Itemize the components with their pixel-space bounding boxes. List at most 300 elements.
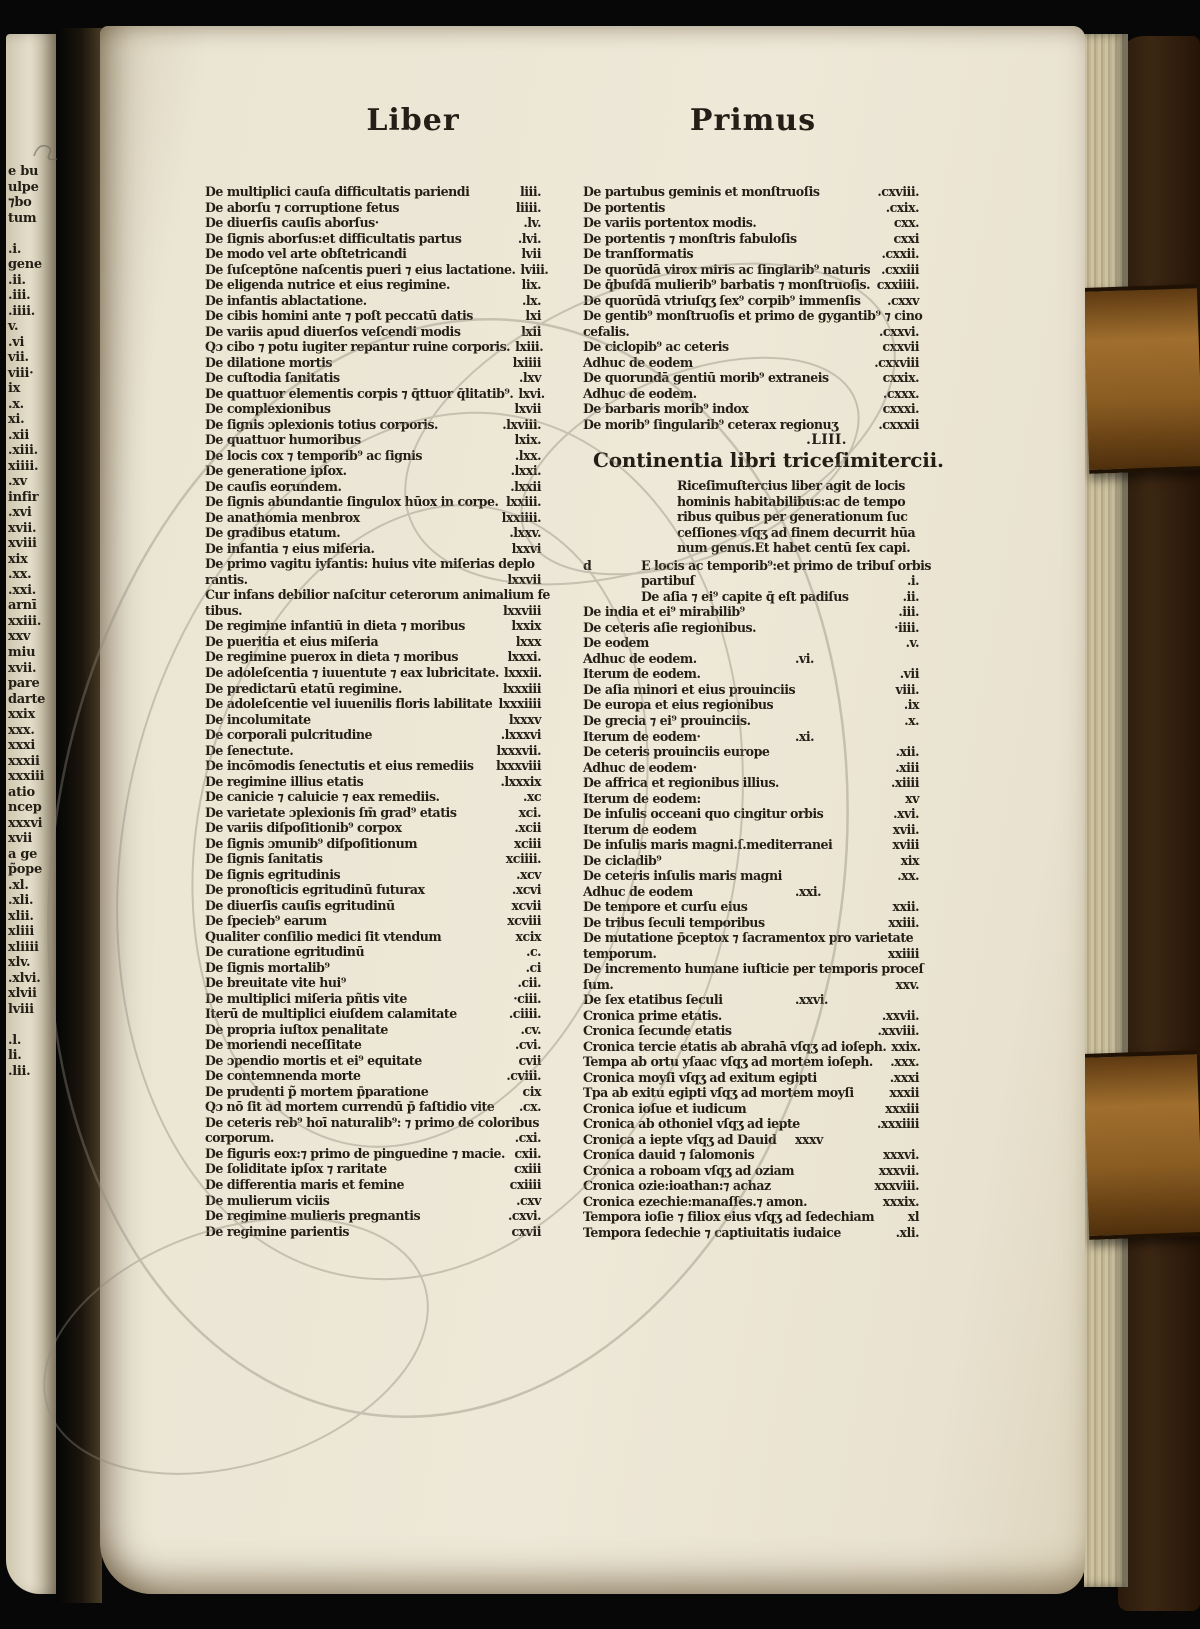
- chapter-numeral: .ciiii.: [508, 1006, 541, 1022]
- toc-right-top: [583, 184, 923, 432]
- chapter-title: De corporali pulcritudine: [205, 727, 373, 743]
- toc-line: [583, 339, 919, 355]
- chapter-title: xxix: [8, 707, 35, 723]
- chapter-numeral: .cvi.: [514, 1037, 541, 1053]
- toc-line: [205, 1037, 541, 1053]
- chapter-title: .xl.: [8, 877, 29, 893]
- toc-line: [583, 822, 919, 838]
- toc-line: [205, 1022, 541, 1038]
- chapter-title: Cronica tercie etatis ab abrahā vſqʒ ad ioſeph.: [583, 1038, 887, 1054]
- toc-line: [583, 992, 919, 1008]
- chapter-numeral: .cxv: [516, 1192, 541, 1208]
- chapter-title: ncep: [8, 800, 42, 816]
- chapter-title: De ſex etatibus ſeculi: [583, 992, 723, 1008]
- toc-line: [205, 618, 541, 634]
- toc-line: [8, 364, 54, 380]
- running-title-primus: Primus: [689, 103, 817, 138]
- chapter-numeral: lxxx: [515, 633, 541, 649]
- chapter-title: De ciclopib⁹ ac ceteris: [583, 339, 729, 355]
- chapter-title: De portentis ⁊ monſtris fabuloſis: [583, 230, 797, 246]
- toc-line: [205, 231, 541, 247]
- chapter-title: De regimine puerox in dieta ⁊ moribus: [205, 649, 458, 665]
- toc-line: [583, 1054, 919, 1070]
- chapter-title: rantis.: [205, 571, 248, 587]
- chapter-title: De infantis ablactatione.: [205, 292, 367, 308]
- chapter-title: xix: [8, 551, 28, 567]
- chapter-numeral: .cx.: [519, 1099, 541, 1115]
- toc-line: [677, 494, 919, 510]
- toc-line: [583, 370, 919, 386]
- chapter-title: De inſulis maris magni.ſ.mediterranei: [583, 837, 833, 853]
- chapter-numeral: cxxi: [893, 230, 919, 246]
- toc-line: [677, 478, 919, 494]
- chapter-title: .l.: [8, 1032, 22, 1048]
- chapter-numeral: .cxvi.: [507, 1208, 541, 1224]
- chapter-numeral: .x.: [904, 712, 919, 728]
- chapter-numeral: .xii.: [895, 744, 919, 760]
- chapter-title: tum: [8, 210, 37, 226]
- toc-line: [8, 627, 54, 643]
- toc-line: [8, 255, 54, 271]
- toc-line: [205, 184, 541, 200]
- chapter-title: xxv: [8, 629, 31, 645]
- chapter-title: De ſenectute.: [205, 742, 294, 758]
- chapter-numeral: viii.: [895, 681, 919, 697]
- chapter-title: De eodem: [583, 635, 649, 651]
- toc-line: [583, 589, 919, 605]
- toc-line: [205, 401, 541, 417]
- leather-strap-upper: [1083, 284, 1200, 474]
- toc-line: [205, 665, 541, 681]
- chapter-title: Cronica ab othoniel vſqʒ ad iepte: [583, 1116, 800, 1132]
- chapter-numeral: xxxvii.: [878, 1162, 919, 1178]
- toc-line: [8, 534, 54, 550]
- toc-line: [8, 876, 54, 892]
- chapter-numeral: .xxxi: [889, 1069, 919, 1085]
- chapter-title: gene: [8, 257, 42, 273]
- facing-page-sliver: [6, 34, 58, 1594]
- toc-line: [8, 565, 54, 581]
- chapter-title: v.: [8, 319, 19, 335]
- chapter-numeral: .cxxvi.: [878, 323, 919, 339]
- toc-line: [8, 736, 54, 752]
- toc-line: [8, 721, 54, 737]
- toc-line: [583, 961, 924, 977]
- toc-line: [8, 193, 54, 209]
- toc-line: [205, 743, 541, 759]
- chapter-numeral: lxix.: [514, 432, 541, 448]
- toc-line: [8, 441, 54, 457]
- chapter-title: De aſia minori et eius prouinciis: [583, 681, 796, 697]
- chapter-title: Adhuc de eodem: [583, 354, 693, 370]
- chapter-title: De partubus geminis et monſtruoſis: [583, 184, 820, 199]
- toc-line: [8, 907, 54, 923]
- chapter-title: De ſpecieb⁹ earum: [205, 913, 327, 929]
- toc-line: [8, 674, 54, 690]
- chapter-title: De incōmodis ſenectutis et eius remediis: [205, 758, 474, 774]
- toc-line: [205, 448, 541, 464]
- toc-line: [583, 1163, 919, 1179]
- toc-line: [205, 975, 541, 991]
- toc-line: [583, 1209, 919, 1225]
- toc-line: [583, 729, 919, 745]
- toc-line: [8, 643, 54, 659]
- chapter-numeral: .xiiii: [890, 775, 919, 791]
- chapter-title: De variis apud diuerſos veſcendi modis: [205, 323, 461, 339]
- chapter-numeral: lxxviii: [503, 602, 541, 618]
- chapter-numeral: xcvii: [511, 897, 541, 913]
- toc-line: [205, 385, 545, 402]
- toc-line: [583, 837, 919, 853]
- chapter-title: De grecia ⁊ ei⁹ prouinciis.: [583, 712, 751, 728]
- chapter-numeral: xviii: [892, 837, 919, 853]
- chapter-title: hominis habitabilibus:ac de tempo: [677, 493, 906, 509]
- chapter-numeral: xv: [905, 790, 919, 806]
- toc-line: [205, 261, 549, 278]
- chapter-title: De generatione ipſox.: [205, 463, 347, 479]
- chapter-title: De barbaris morib⁹ indox: [583, 401, 749, 417]
- toc-line: [205, 572, 541, 588]
- chapter-numeral: xxiiii: [887, 945, 919, 961]
- chapter-title: De pueritia et eius miſeria: [205, 633, 379, 649]
- chapter-title: De varietate ɔplexionis ſm̄ grad⁹ etatis: [205, 804, 457, 820]
- toc-line: [8, 767, 54, 783]
- chapter-numeral: .cv.: [520, 1021, 541, 1037]
- chapter-title: xxxvi: [8, 815, 43, 831]
- chapter-title: xxxiii: [8, 769, 45, 785]
- toc-right-main: [583, 557, 932, 1241]
- chapter-numeral: .cxxx.: [883, 385, 919, 401]
- chapter-title: infir: [8, 489, 39, 505]
- toc-line: [205, 277, 541, 293]
- chapter-numeral: .xi.: [795, 728, 815, 744]
- toc-line: [205, 432, 541, 448]
- chapter-numeral: lxxxii.: [503, 664, 542, 680]
- toc-line: [583, 355, 919, 371]
- chapter-numeral: .lxv: [519, 370, 541, 386]
- chapter-title: Tempa ab ortu yſaac vſqʒ ad mortem ioſeph.: [583, 1054, 873, 1070]
- chapter-title: .xx.: [8, 567, 32, 583]
- chapter-title: De predictarū etatū regimine.: [205, 680, 402, 696]
- toc-line: [8, 690, 54, 706]
- toc-line: [205, 293, 541, 309]
- toc-line: [583, 1225, 919, 1241]
- chapter-numeral: lxxxiiii: [498, 696, 541, 712]
- chapter-numeral: .ix: [903, 697, 919, 713]
- chapter-numeral: .lx.: [521, 292, 541, 308]
- pencil-mark: [28, 138, 64, 164]
- chapter-numeral: xcix: [515, 928, 541, 944]
- chapter-title: xxx.: [8, 722, 35, 738]
- chapter-title: Cronica ioſue et iudicum: [583, 1100, 747, 1116]
- chapter-numeral: cxxvii: [882, 339, 919, 355]
- chapter-title: Riceſimuſtercius liber agit de locis: [677, 478, 905, 494]
- toc-line: [583, 417, 919, 433]
- chapter-numeral: .xxx.: [890, 1054, 919, 1070]
- chapter-title: arnī: [8, 598, 37, 614]
- chapter-title: corporum.: [205, 1130, 274, 1146]
- chapter-title: partibuſ: [641, 573, 695, 589]
- chapter-title: De aborſu ⁊ corruptione fetus: [205, 199, 399, 215]
- leather-strap-lower: [1083, 1050, 1200, 1240]
- chapter-title: darte: [8, 691, 46, 707]
- toc-line: [8, 814, 54, 830]
- chapter-title: ulpe: [8, 179, 39, 195]
- toc-line: [205, 929, 541, 945]
- toc-line: [205, 417, 541, 433]
- chapter-title: atio: [8, 784, 35, 800]
- chapter-numeral: xxii.: [892, 899, 919, 915]
- toc-line: [583, 200, 919, 216]
- chapter-title: Tpa ab exitu egipti vſqʒ ad mortem moyſi: [583, 1085, 854, 1101]
- toc-line: [8, 410, 54, 426]
- chapter-title: ceſſiones vſqʒ ad finem decurrit hūa: [677, 524, 916, 540]
- chapter-numeral: lxii: [521, 323, 541, 339]
- toc-line: [677, 525, 919, 541]
- toc-line: [205, 882, 541, 898]
- chapter-numeral: lxxxvii.: [496, 742, 541, 758]
- toc-line: [8, 271, 54, 287]
- chapter-title: De complexionibus: [205, 401, 331, 417]
- section-heading: Continentia libri triceſimitercii.: [593, 448, 944, 473]
- section-paragraph: [677, 478, 919, 556]
- chapter-numeral: .xc: [522, 789, 541, 805]
- chapter-title: De aſia ⁊ ei⁹ capite q̄ eſt padiſus: [641, 588, 849, 604]
- chapter-numeral: .cxix.: [885, 199, 919, 215]
- toc-line: [205, 1084, 541, 1100]
- toc-line: [205, 308, 541, 324]
- toc-line: [205, 1099, 541, 1115]
- chapter-title: .xv: [8, 474, 27, 490]
- chapter-title: xxxii: [8, 753, 40, 769]
- chapter-title: xvii.: [8, 520, 37, 536]
- toc-line: [583, 215, 919, 231]
- chapter-title: De inſulis occeani quo cingitur orbis: [583, 806, 824, 822]
- chapter-title: Iterum de eodem:: [583, 790, 701, 806]
- chapter-title: De mulierum viciis: [205, 1192, 330, 1208]
- chapter-title: Adhuc de eodem.: [583, 385, 697, 401]
- chapter-title: vii.: [8, 350, 29, 366]
- chapter-title: De ceteris aſie regionibus.: [583, 619, 756, 635]
- chapter-title: De regimine parientis: [205, 1223, 349, 1239]
- chapter-title: Cronica moyſi vſqʒ ad exitum egipti: [583, 1069, 817, 1085]
- facing-page-fragments: [8, 162, 54, 1077]
- toc-line: [205, 246, 541, 262]
- chapter-title: De figuris eox:⁊ primo de pinguedine ⁊ macie.: [205, 1145, 505, 1161]
- toc-line: [205, 324, 541, 340]
- chapter-numeral: lxxvii: [507, 571, 541, 587]
- toc-line: [8, 891, 54, 907]
- chapter-numeral: lvii: [521, 246, 541, 262]
- toc-line: [8, 379, 54, 395]
- chapter-title: De moriendi neceſſitate: [205, 1037, 362, 1053]
- chapter-title: De primo vagitu iyfantis: huius vite miſerias deplo: [205, 556, 535, 572]
- chapter-numeral: .lxxxvi: [500, 727, 541, 743]
- toc-line: [583, 915, 919, 931]
- toc-line: [205, 1161, 541, 1177]
- toc-line: [583, 184, 919, 200]
- chapter-title: De quattuor elementis corpis ⁊ q̄ttuor q̄litatib⁹.: [205, 385, 514, 401]
- chapter-title: De quattuor humoribus: [205, 432, 361, 448]
- toc-line: [8, 457, 54, 473]
- chapter-title: Iterum de eodem.: [583, 666, 701, 682]
- toc-line: [205, 1146, 541, 1162]
- gutter-shadow: [56, 28, 102, 1603]
- toc-line: [8, 178, 54, 194]
- toc-line: [205, 1006, 541, 1022]
- toc-line: [677, 509, 919, 525]
- toc-line: [8, 596, 54, 612]
- toc-line: [583, 1101, 919, 1117]
- chapter-title: Cronica a roboam vſqʒ ad oziam: [583, 1162, 795, 1178]
- chapter-title: De ſignis ſanitatis: [205, 851, 323, 867]
- chapter-title: Iterū de multiplici eiuſdem calamitate: [205, 1006, 457, 1022]
- chapter-title: De incremento humane iuſticie per temporis proceſ: [583, 961, 924, 977]
- chapter-title: Adhuc de eodem: [583, 883, 693, 899]
- chapter-title: De ceteris inſulis maris magni: [583, 868, 782, 884]
- chapter-title: De ſignis mortalib⁹: [205, 959, 330, 975]
- running-title-liber: Liber: [366, 103, 460, 138]
- chapter-numeral: cix: [522, 1083, 541, 1099]
- chapter-numeral: xxxviii.: [874, 1178, 919, 1194]
- chapter-title: De breuitate vite hui⁹: [205, 975, 346, 991]
- chapter-title: .xlvi.: [8, 970, 41, 986]
- chapter-numeral: lxiiii: [512, 354, 541, 370]
- chapter-title: De dilatione mortis: [205, 354, 332, 370]
- toc-line: [583, 682, 919, 698]
- chapter-numeral: lxxxi.: [507, 649, 541, 665]
- toc-line: [205, 1068, 541, 1084]
- toc-line: [205, 712, 541, 728]
- toc-line: [583, 1147, 919, 1163]
- toc-line: [583, 573, 919, 589]
- chapter-title: De tranſformatis: [583, 246, 694, 262]
- toc-line: [8, 317, 54, 333]
- chapter-numeral: xxiii.: [888, 914, 919, 930]
- chapter-title: De quorundā gentiū morib⁹ extraneis: [583, 370, 829, 386]
- chapter-numeral: .cxxviii: [874, 354, 919, 370]
- toc-line: [8, 209, 54, 225]
- toc-line: [205, 681, 541, 697]
- chapter-numeral: cxvii: [511, 1223, 541, 1239]
- chapter-numeral: cvii: [518, 1052, 541, 1068]
- toc-line: [583, 1023, 919, 1039]
- toc-line: [583, 308, 923, 324]
- toc-line: [583, 775, 919, 791]
- chapter-title: De ſoliditate ipſox ⁊ raritate: [205, 1161, 387, 1177]
- chapter-title: De contemnenda morte: [205, 1068, 361, 1084]
- toc-line: [205, 805, 541, 821]
- chapter-numeral: lxxvi: [511, 540, 541, 556]
- toc-line: [583, 1178, 919, 1194]
- chapter-title: De locis cox ⁊ temporib⁹ ac ſignis: [205, 447, 422, 463]
- toc-line: [583, 697, 919, 713]
- chapter-title: ſum.: [583, 976, 614, 992]
- chapter-title: De cauſis eorundem.: [205, 478, 342, 494]
- chapter-title: De anathomia menbrox: [205, 509, 360, 525]
- toc-line: [583, 1008, 919, 1024]
- chapter-numeral: .xcvi: [511, 882, 541, 898]
- chapter-title: viii·: [8, 365, 34, 381]
- chapter-numeral: .cviii.: [506, 1068, 541, 1084]
- chapter-numeral: xl: [907, 1209, 919, 1225]
- toc-line: [205, 215, 541, 231]
- chapter-title: pare: [8, 676, 40, 692]
- toc-line: [205, 510, 541, 526]
- chapter-title: .iii.: [8, 288, 31, 304]
- chapter-title: De ſignis aborſus:et difficultatis partus: [205, 230, 462, 246]
- chapter-title: De regimine illius etatis: [205, 773, 364, 789]
- toc-line: [8, 302, 54, 318]
- chapter-title: Qɔ cibo ⁊ potu iugiter repantur ruine corporis.: [205, 339, 511, 355]
- chapter-numeral: .vii: [899, 666, 919, 682]
- toc-line: [583, 604, 919, 620]
- chapter-title: Cronica a iepte vſqʒ ad Dauid: [583, 1131, 777, 1147]
- toc-line: [583, 401, 919, 417]
- chapter-title: De portentis: [583, 199, 665, 215]
- chapter-numeral: .lxviii.: [502, 416, 541, 432]
- chapter-numeral: xci.: [518, 804, 541, 820]
- chapter-title: De adoleſcentia ⁊ iuuentute ⁊ eax lubricitate.: [205, 664, 499, 680]
- chapter-numeral: ·ciii.: [513, 990, 541, 1006]
- toc-line: [8, 1015, 54, 1031]
- toc-line: [205, 556, 541, 572]
- toc-line: [8, 922, 54, 938]
- toc-column-right: [583, 184, 944, 1241]
- chapter-title: De gentib⁹ monſtruoſis et primo de gygantib⁹ ⁊ cino: [583, 308, 923, 324]
- toc-line: [205, 1130, 541, 1146]
- toc-line: [583, 1039, 919, 1055]
- toc-line: [205, 1177, 541, 1193]
- chapter-numeral: .ci: [525, 959, 541, 975]
- chapter-title: Adhuc de eodem·: [583, 759, 697, 775]
- toc-line: [8, 162, 54, 178]
- toc-line: [205, 479, 541, 495]
- chapter-numeral: xxxvi.: [882, 1147, 919, 1163]
- chapter-title: De ɔpendio mortis et ei⁹ equitate: [205, 1052, 422, 1068]
- toc-line: [8, 240, 54, 256]
- chapter-numeral: lviii.: [520, 261, 549, 277]
- chapter-title: E locis ac temporib⁹:et primo de tribuſ orbis: [641, 557, 932, 573]
- chapter-title: cefalis.: [583, 323, 630, 339]
- chapter-title: Tempora ioſie ⁊ filiox eius vſqʒ ad ſedechiam: [583, 1209, 875, 1225]
- leather-binding: [1118, 36, 1200, 1611]
- chapter-numeral: xxv.: [895, 976, 919, 992]
- toc-line: [205, 836, 541, 852]
- toc-line: [8, 581, 54, 597]
- chapter-numeral: xxxv: [795, 1131, 823, 1147]
- chapter-title: a ge: [8, 846, 38, 862]
- book-page: [100, 26, 1085, 1594]
- chapter-title: Qɔ nō ſit ad mortem currendū p̄ faſtidio vite: [205, 1099, 495, 1115]
- chapter-title: Adhuc de eodem.: [583, 650, 697, 666]
- toc-line: [583, 1194, 919, 1210]
- toc-column-left: [205, 184, 550, 1239]
- toc-line: [8, 426, 54, 442]
- chapter-numeral: .xxvii.: [881, 1007, 919, 1023]
- chapter-title: De differentia maris et femine: [205, 1177, 405, 1192]
- chapter-numeral: lxxxv: [508, 711, 541, 727]
- toc-line: [8, 783, 54, 799]
- toc-line: [205, 634, 541, 650]
- chapter-title: Cronica ezechie:manaſſes.⁊ amon.: [583, 1193, 808, 1209]
- toc-line: [583, 853, 919, 869]
- toc-line: [8, 488, 54, 504]
- toc-line: [583, 277, 919, 293]
- toc-line: [583, 791, 919, 807]
- toc-line: [8, 333, 54, 349]
- chapter-title: .vi: [8, 334, 25, 350]
